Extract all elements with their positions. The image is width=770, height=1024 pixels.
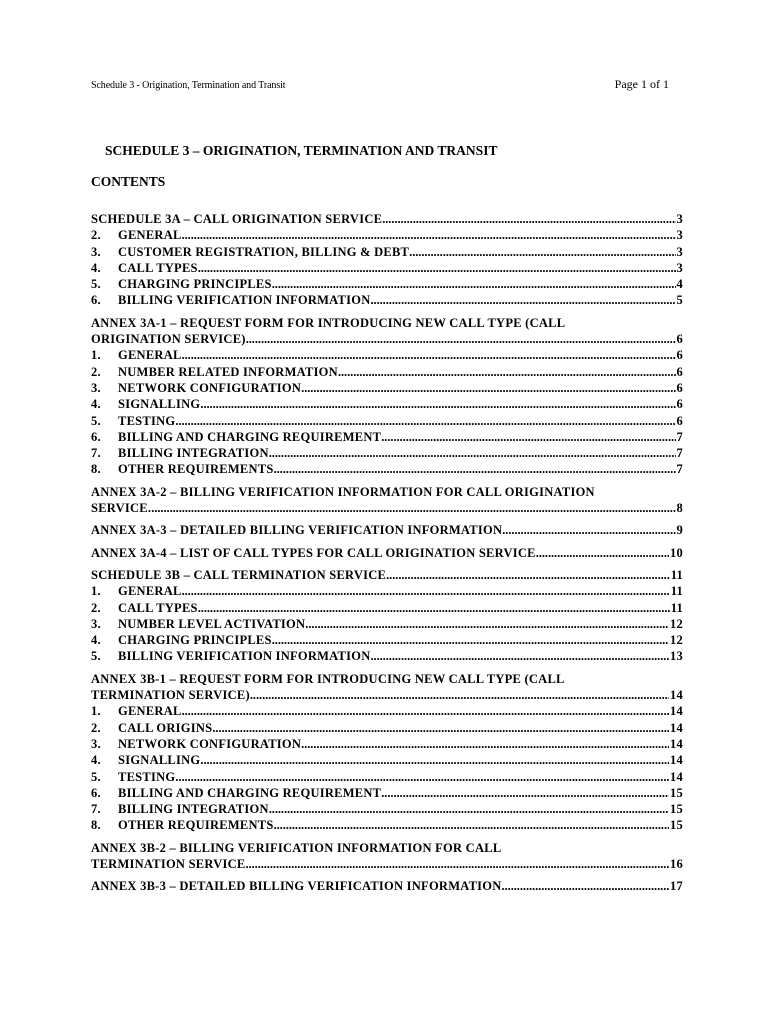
toc-item-text: GENERAL xyxy=(118,584,182,599)
toc-item[interactable] xyxy=(91,600,683,616)
toc-item-page: 14 xyxy=(670,736,683,751)
dot-leader xyxy=(370,648,669,664)
dot-leader xyxy=(200,396,675,412)
dot-leader xyxy=(182,583,670,599)
toc-item-text: TESTING xyxy=(118,769,176,784)
toc-item-text: NETWORK CONFIGURATION xyxy=(118,736,302,751)
toc-item-text: GENERAL xyxy=(118,348,182,363)
toc-item-page: 3 xyxy=(676,228,683,243)
toc-item-text: BILLING VERIFICATION INFORMATION xyxy=(118,293,371,308)
dot-leader xyxy=(182,703,669,719)
toc-item-page: 7 xyxy=(676,446,683,461)
toc-item-number: 6. xyxy=(91,429,101,444)
header-document-title: Schedule 3 - Origination, Termination and Transit xyxy=(91,80,286,91)
dot-leader xyxy=(305,616,669,632)
dot-leader xyxy=(338,364,676,380)
toc-item-text: NETWORK CONFIGURATION xyxy=(118,380,302,395)
dot-leader xyxy=(182,227,676,243)
toc-item-page: 3 xyxy=(676,244,683,259)
toc-item-number: 8. xyxy=(91,462,101,477)
dot-leader xyxy=(502,522,675,538)
dot-leader xyxy=(250,687,669,703)
toc-entry-text: TERMINATION SERVICE) xyxy=(91,688,250,703)
toc-item-text: GENERAL xyxy=(118,704,182,719)
toc-item[interactable] xyxy=(91,276,683,292)
toc-entry-text: TERMINATION SERVICE xyxy=(91,856,246,871)
toc-item-page: 7 xyxy=(676,462,683,477)
toc-item[interactable] xyxy=(91,769,683,785)
dot-leader xyxy=(212,720,669,736)
toc-item-number: 6. xyxy=(91,293,101,308)
dot-leader xyxy=(409,244,675,260)
toc-item-text: OTHER REQUIREMENTS xyxy=(118,462,274,477)
toc-item[interactable] xyxy=(91,632,683,648)
toc-entry-page: 14 xyxy=(670,688,683,703)
toc-item-text: SIGNALLING xyxy=(118,397,201,412)
toc-item[interactable] xyxy=(91,616,683,632)
dot-leader xyxy=(246,331,676,347)
dot-leader xyxy=(536,545,669,561)
toc-item-number: 1. xyxy=(91,348,101,363)
toc-item-number: 1. xyxy=(91,704,101,719)
toc-entry-annex-3a-3[interactable] xyxy=(91,522,683,538)
toc-entry-annex-3b-2[interactable] xyxy=(91,856,683,872)
dot-leader xyxy=(269,445,676,461)
toc-item-page: 6 xyxy=(676,348,683,363)
dot-leader xyxy=(151,500,675,516)
dot-leader xyxy=(274,817,669,833)
toc-item-text: TESTING xyxy=(118,413,176,428)
toc-item-number: 4. xyxy=(91,753,101,768)
toc-entry-page: 6 xyxy=(676,332,683,347)
toc-item[interactable] xyxy=(91,347,683,363)
toc-item-number: 2. xyxy=(91,600,101,615)
toc-entry-text: ANNEX 3A-3 – DETAILED BILLING VERIFICATION INFORMATION xyxy=(91,523,503,538)
toc-item-page: 14 xyxy=(670,704,683,719)
toc-item-number: 3. xyxy=(91,736,101,751)
toc-item[interactable] xyxy=(91,648,683,664)
dot-leader xyxy=(370,292,675,308)
page-header xyxy=(91,77,669,92)
dot-leader xyxy=(200,752,669,768)
toc-item-number: 2. xyxy=(91,364,101,379)
toc-item-page: 4 xyxy=(676,277,683,292)
toc-item-number: 7. xyxy=(91,446,101,461)
toc-item-number: 1. xyxy=(91,584,101,599)
toc-item-page: 6 xyxy=(676,397,683,412)
toc-item[interactable] xyxy=(91,380,683,396)
toc-entry-page: 3 xyxy=(676,212,683,226)
toc-item[interactable] xyxy=(91,720,683,736)
toc-item-page: 11 xyxy=(670,600,683,615)
toc-entry-annex-3b-1-line1[interactable]: ANNEX 3B-1 – REQUEST FORM FOR INTRODUCING NEW CALL TYPE (CALL xyxy=(91,671,565,686)
dot-leader xyxy=(198,600,670,616)
toc-item[interactable] xyxy=(91,785,683,801)
dot-leader xyxy=(301,736,669,752)
toc-entry-page: 8 xyxy=(676,501,683,516)
toc-entry-annex-3a-2-line1[interactable]: ANNEX 3A-2 – BILLING VERIFICATION INFORMATION FOR CALL ORIGINATION xyxy=(91,484,595,499)
toc-item-text: BILLING INTEGRATION xyxy=(118,802,269,817)
toc-item-text: BILLING AND CHARGING REQUIREMENT xyxy=(118,429,382,444)
dot-leader xyxy=(381,785,669,801)
toc-item-number: 3. xyxy=(91,616,101,631)
toc-item[interactable] xyxy=(91,292,683,308)
toc-entry-schedule-3b[interactable] xyxy=(91,567,683,583)
header-page-number: Page 1 of 1 xyxy=(614,77,669,91)
toc-item[interactable] xyxy=(91,817,683,833)
toc-item[interactable] xyxy=(91,227,683,243)
toc-entry-annex-3b-1[interactable] xyxy=(91,687,683,703)
toc-item[interactable] xyxy=(91,429,683,445)
dot-leader xyxy=(269,801,669,817)
toc-item-text: BILLING AND CHARGING REQUIREMENT xyxy=(118,785,382,800)
toc-item-text: CALL TYPES xyxy=(118,260,198,275)
toc-item[interactable] xyxy=(91,244,683,260)
toc-item-text: SIGNALLING xyxy=(118,753,201,768)
toc-item-number: 5. xyxy=(91,769,101,784)
toc-entry-text: SCHEDULE 3A – CALL ORIGINATION SERVICE xyxy=(91,212,383,226)
toc-item-number: 4. xyxy=(91,397,101,412)
toc-entry-annex-3a-1-line1[interactable]: ANNEX 3A-1 – REQUEST FORM FOR INTRODUCING NEW CALL TYPE (CALL xyxy=(91,315,566,330)
toc-item-page: 15 xyxy=(670,818,683,833)
toc-item[interactable] xyxy=(91,736,683,752)
toc-item-text: CALL ORIGINS xyxy=(118,720,213,735)
dot-leader xyxy=(301,380,675,396)
dot-leader xyxy=(274,461,676,477)
toc-item-page: 13 xyxy=(670,649,683,664)
toc-item-number: 4. xyxy=(91,260,101,275)
toc-entry-page: 9 xyxy=(676,523,683,538)
toc-item-page: 6 xyxy=(676,364,683,379)
toc-item-page: 6 xyxy=(676,413,683,428)
toc-item-page: 7 xyxy=(676,429,683,444)
toc-entry-annex-3a-4[interactable] xyxy=(91,545,683,561)
toc-item-number: 4. xyxy=(91,633,101,648)
toc-item-number: 3. xyxy=(91,244,101,259)
toc-item-text: BILLING VERIFICATION INFORMATION xyxy=(118,649,371,664)
toc-item[interactable] xyxy=(91,364,683,380)
toc-item-number: 8. xyxy=(91,818,101,833)
toc-item[interactable] xyxy=(91,752,683,768)
dot-leader xyxy=(381,429,675,445)
toc-entry-text: ORIGINATION SERVICE) xyxy=(91,332,246,347)
toc-item-page: 5 xyxy=(676,293,683,308)
toc-item-text: CALL TYPES xyxy=(118,600,198,615)
toc-item-number: 6. xyxy=(91,785,101,800)
toc-entry-text: ANNEX 3B-3 – DETAILED BILLING VERIFICATION INFORMATION xyxy=(91,879,502,894)
toc-entry-annex-3a-1[interactable] xyxy=(91,331,683,347)
dot-leader xyxy=(182,347,676,363)
toc-item-text: GENERAL xyxy=(118,228,182,243)
toc-item[interactable] xyxy=(91,445,683,461)
toc-entry-text: SCHEDULE 3B – CALL TERMINATION SERVICE xyxy=(91,567,387,582)
dot-leader xyxy=(175,413,675,429)
dot-leader xyxy=(386,567,670,583)
toc-item-text: CHARGING PRINCIPLES xyxy=(118,633,272,648)
toc-entry-text: ANNEX 3A-4 – LIST OF CALL TYPES FOR CALL ORIGINATION SERVICE xyxy=(91,545,536,560)
toc-entry-page: 11 xyxy=(670,567,683,582)
toc-entry-page: 16 xyxy=(670,856,683,871)
contents-heading: CONTENTS xyxy=(91,174,166,189)
toc-item-number: 5. xyxy=(91,413,101,428)
toc-item-page: 12 xyxy=(670,616,683,631)
toc-item-text: CUSTOMER REGISTRATION, BILLING & DEBT xyxy=(118,244,410,259)
dot-leader xyxy=(198,260,676,276)
toc-item-number: 2. xyxy=(91,720,101,735)
toc-item-number: 2. xyxy=(91,228,101,243)
toc-entry-schedule-3a[interactable] xyxy=(91,211,683,227)
toc-item[interactable] xyxy=(91,801,683,817)
toc-item[interactable] xyxy=(91,260,683,276)
toc-item-page: 15 xyxy=(670,802,683,817)
toc-item-text: NUMBER LEVEL ACTIVATION xyxy=(118,616,306,631)
toc-item[interactable] xyxy=(91,703,683,719)
toc-item[interactable] xyxy=(91,461,683,477)
toc-item-text: OTHER REQUIREMENTS xyxy=(118,818,274,833)
toc-item-page: 15 xyxy=(670,785,683,800)
dot-leader xyxy=(272,632,669,648)
toc-item-page: 14 xyxy=(670,720,683,735)
toc-entry-text: SERVICE. xyxy=(91,501,152,516)
toc-item-page: 14 xyxy=(670,769,683,784)
toc-item-page: 3 xyxy=(676,260,683,275)
toc-item-number: 3. xyxy=(91,380,101,395)
toc-item[interactable] xyxy=(91,583,683,599)
toc-item-page: 6 xyxy=(676,380,683,395)
dot-leader xyxy=(502,878,669,894)
toc-item-page: 14 xyxy=(670,753,683,768)
toc-item-text: CHARGING PRINCIPLES xyxy=(118,277,272,292)
dot-leader xyxy=(382,211,675,227)
toc-entry-annex-3a-2[interactable] xyxy=(91,500,683,516)
toc-item-page: 11 xyxy=(670,584,683,599)
dot-leader xyxy=(245,856,669,872)
document-title: SCHEDULE 3 – ORIGINATION, TERMINATION AND TRANSIT xyxy=(105,143,498,158)
toc-entry-page: 17 xyxy=(670,879,683,894)
toc-entry-page: 10 xyxy=(670,545,683,560)
toc-item-text: BILLING INTEGRATION xyxy=(118,446,269,461)
dot-leader xyxy=(272,276,676,292)
toc-item-number: 7. xyxy=(91,802,101,817)
toc-item-page: 12 xyxy=(670,633,683,648)
table-of-contents xyxy=(91,211,683,895)
toc-entry-annex-3b-3[interactable] xyxy=(91,878,683,894)
toc-item-text: NUMBER RELATED INFORMATION xyxy=(118,364,338,379)
toc-item-number: 5. xyxy=(91,277,101,292)
toc-entry-annex-3b-2-line1[interactable]: ANNEX 3B-2 – BILLING VERIFICATION INFORMATION FOR CALL xyxy=(91,840,502,855)
dot-leader xyxy=(175,769,669,785)
toc-item-number: 5. xyxy=(91,649,101,664)
toc-item[interactable] xyxy=(91,413,683,429)
toc-item[interactable] xyxy=(91,396,683,412)
